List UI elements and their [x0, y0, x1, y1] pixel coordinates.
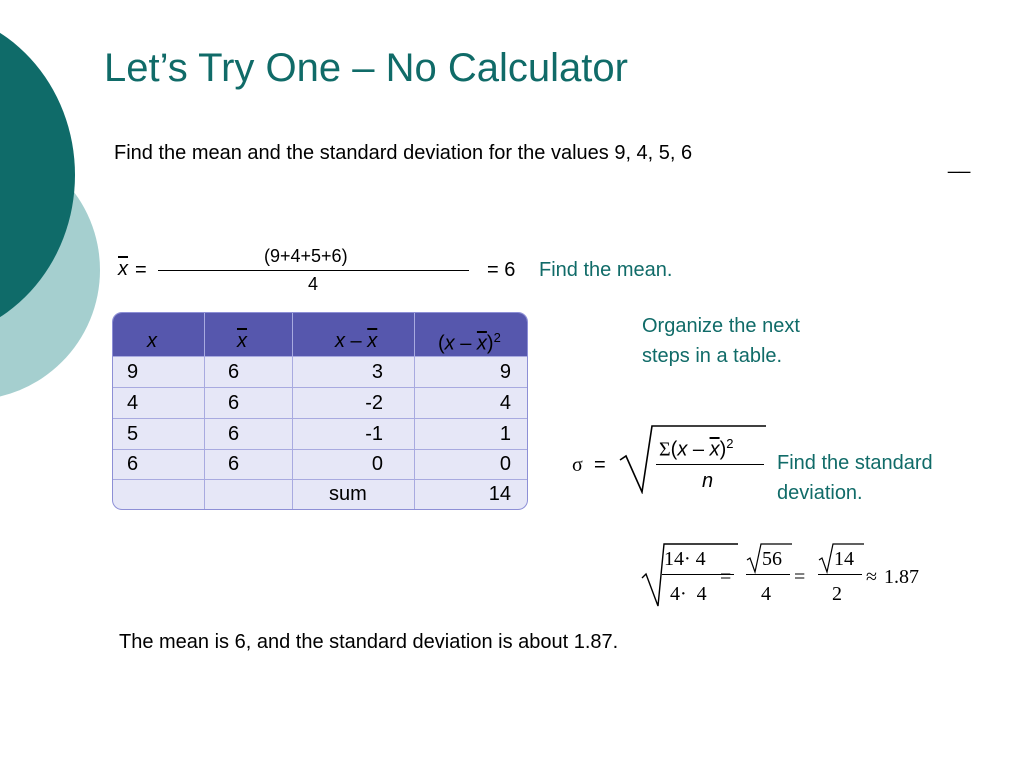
calc-f3-numerator: 14 [834, 548, 854, 570]
table-cell: 9 [127, 361, 139, 383]
table-cell: 6 [228, 453, 240, 475]
calc-f1-num-dot: · [684, 548, 691, 570]
calc-f1-den-b: 4 [696, 583, 707, 605]
sum-sigma-symbol: Σ [659, 438, 671, 461]
sd-num-exponent: 2 [726, 436, 734, 451]
header-sq-open: ( [438, 332, 445, 355]
calc-f1-num-b: 4 [695, 548, 706, 570]
header-sq-exponent: 2 [493, 330, 501, 345]
table-cell: 6 [127, 453, 139, 475]
table-cell: 1 [499, 423, 511, 445]
fraction-bar [656, 464, 764, 465]
header-sq-xbar: $\overline{x}$ [476, 332, 487, 355]
calc-f3-denominator: 2 [832, 583, 842, 605]
calc-f1-den-a: 4 [670, 583, 680, 605]
find-mean-label: Find the mean. [539, 259, 673, 281]
header-deviation-xbar: $\overline{x}$ [367, 330, 378, 352]
mean-numerator: (9+4+5+6) [264, 246, 348, 266]
table-cell: 4 [127, 392, 139, 414]
mean-result: = 6 [487, 259, 516, 281]
sd-num-open: ( [670, 438, 678, 461]
row-divider [113, 418, 528, 419]
sd-num-close: ) [719, 438, 727, 461]
table-cell: 0 [499, 453, 511, 475]
fraction-bar [158, 270, 469, 271]
find-sd-line1: Find the standard [777, 452, 933, 474]
organize-note-line2: steps in a table. [642, 345, 783, 367]
mean-equals: = [135, 259, 147, 281]
row-divider [113, 479, 528, 480]
table-cell: 6 [228, 423, 240, 445]
fraction-bar [818, 574, 862, 575]
sum-label: sum [329, 483, 367, 505]
sd-num-minus: – [687, 438, 710, 461]
data-table [112, 312, 528, 510]
sd-num-x: x [677, 438, 688, 461]
header-x: x [147, 330, 157, 352]
table-cell: 6 [228, 361, 240, 383]
table-cell: 5 [127, 423, 139, 445]
table-cell: -2 [365, 392, 383, 414]
calc-equals-1: = [720, 566, 732, 588]
sigma-symbol: σ [572, 454, 583, 476]
header-sq-x: x [444, 332, 455, 355]
approx-symbol: ≈ [866, 566, 877, 588]
slide-title: Let’s Try One – No Calculator [104, 46, 628, 90]
calc-f1-num-a: 14 [664, 548, 684, 570]
sd-calculation [640, 538, 940, 610]
table-cell: 3 [371, 361, 383, 383]
table-cell: -1 [365, 423, 383, 445]
mean-var-xbar: $\overline{x}$ [118, 258, 128, 280]
calc-f1-denominator [670, 583, 707, 606]
sd-num-xbar: $\overline{x}$ [709, 438, 720, 461]
table-cell: 0 [371, 453, 383, 475]
header-sq-close: ) [486, 332, 494, 355]
calc-f2-numerator: 56 [762, 548, 782, 570]
row-divider [113, 387, 528, 388]
calc-f2-denominator: 4 [761, 583, 771, 605]
header-deviation [335, 330, 377, 353]
row-divider [113, 449, 528, 450]
header-deviation-x: x [335, 330, 345, 352]
problem-statement: Find the mean and the standard deviation for the values 9, 4, 5, 6 [114, 142, 693, 164]
sd-denominator: n [702, 470, 714, 492]
conclusion-text: The mean is 6, and the standard deviation is about 1.87. [119, 631, 619, 653]
organize-note-line1: Organize the next [642, 315, 800, 337]
sd-formula [570, 420, 770, 500]
table-cell: 9 [499, 361, 511, 383]
header-xbar: $\overline{x}$ [237, 330, 247, 352]
header-sq-minus: – [454, 332, 477, 355]
sd-equals: = [594, 454, 606, 476]
mean-denominator: 4 [308, 274, 319, 294]
mean-formula [118, 246, 538, 296]
calc-equals-2: = [794, 566, 806, 588]
decorative-dash: __ [948, 152, 971, 174]
calc-f1-den-dot: · [680, 583, 687, 605]
table-cell: 6 [228, 392, 240, 414]
row-divider [113, 356, 528, 357]
find-sd-line2: deviation. [777, 482, 863, 504]
fraction-bar [746, 574, 790, 575]
calc-f1-numerator [664, 548, 706, 571]
header-deviation-minus: – [345, 330, 368, 352]
column-divider [204, 313, 205, 510]
table-cell: 4 [499, 392, 511, 414]
sum-value: 14 [488, 483, 511, 505]
sd-numerator [659, 436, 733, 462]
calc-result: 1.87 [884, 566, 919, 588]
header-squared-deviation [438, 330, 501, 356]
